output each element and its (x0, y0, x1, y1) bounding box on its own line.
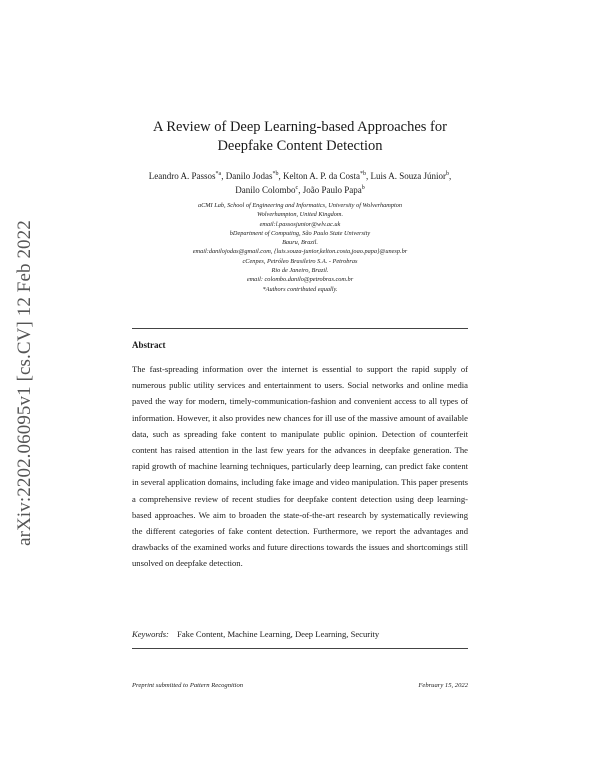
affiliation-line: cCenpes, Petróleo Brasileiro S.A. - Petrobras (242, 257, 358, 265)
affiliation-line: Bauru, Brazil. (282, 239, 318, 247)
author-name (149, 171, 221, 181)
title-line-1: A Review of Deep Learning-based Approaches for (153, 119, 447, 135)
affiliation-line: Rio de Janeiro, Brazil. (271, 267, 329, 275)
abstract-body: The fast-spreading information over the internet is essential to support the rapid supply of numerous public utility services and entertainment to users. Social networks and online media paved the way for modern, timely-communication-fashion and convenient access to all types of information. However, it also provides new chances for ill use of the massive amount of available data, such as spreading fake content to manipulate public opinion. Detection of counterfeit content has raised attention in the last few years for the advances in deepfake generation. The rapid growth of machine learning techniques, particularly deep learning, can predict fake content in several application domains, including fake image and video manipulation. This paper presents a comprehensive review of recent studies for deepfake content detection using deep learning-based approaches. We aim to broaden the state-of-the-art research by systematically reviewing the different categories of fake content detection. Furthermore, we report the advantages and drawbacks of the examined works and future directions towards the issues and shortcomings still unsolved on deepfake detection. (132, 364, 468, 569)
author-name-text: Danilo Colombo (235, 185, 296, 195)
affiliation-line: email: colombo.danilo@petrobras.com.br (246, 276, 354, 284)
author-separator: , (221, 171, 226, 181)
author-separator: , (298, 185, 303, 195)
footer-submission: Preprint submitted to Pattern Recognition (132, 682, 244, 689)
author-name-text: Danilo Jodas (225, 171, 273, 181)
footer-date: February 15, 2022 (418, 682, 468, 689)
author-name-text: Kelton A. P. da Costa (282, 171, 360, 181)
author-separator: , (278, 171, 283, 181)
affiliation-line: email:danilojodas@gmail.com, {luis.souza-junior,kelton.costa,joao.papa}@unesp.br (192, 248, 408, 256)
author-affiliation-mark: *b (359, 171, 366, 177)
affiliation-line: aCMI Lab, School of Engineering and Informatics, University of Wolverhampton (197, 202, 403, 209)
arxiv-stamp (10, 205, 40, 560)
author-list (130, 169, 470, 197)
affiliations (130, 201, 470, 294)
author-affiliation-mark: *b (272, 171, 279, 177)
title-line-2: Deepfake Content Detection (217, 138, 383, 154)
keywords (132, 628, 468, 640)
abstract-heading: Abstract (132, 340, 166, 350)
author-affiliation-mark: b (361, 185, 365, 191)
abstract-bottom-rule (132, 648, 468, 649)
author-name (303, 185, 365, 195)
paper-title (130, 118, 470, 156)
author-separator: , (448, 171, 452, 181)
author-separator: , (365, 171, 371, 181)
abstract-top-rule (132, 328, 468, 329)
arxiv-id: arXiv:2202.06095v1 [cs.CV] 12 Feb 2022 (14, 219, 35, 546)
keywords-label: Keywords: (132, 629, 169, 639)
author-name (283, 171, 366, 181)
affiliation-line: *Authors contributed equally. (262, 285, 338, 293)
affiliation-line: Wolverhampton, United Kingdom. (256, 211, 344, 219)
author-affiliation-mark: *a (215, 171, 222, 177)
author-name (226, 171, 279, 181)
author-name-text: João Paulo Papa (302, 185, 362, 195)
author-name-text: Leandro A. Passos (148, 171, 216, 181)
author-name-text: Luis A. Souza Júnior (370, 171, 446, 181)
author-name (370, 171, 452, 181)
affiliation-line: bDepartment of Computing, São Paulo State University (229, 229, 371, 237)
author-name (235, 185, 298, 195)
affiliation-line: email:l.passosjunior@wlv.ac.uk (259, 220, 341, 228)
keywords-text: Fake Content, Machine Learning, Deep Learning, Security (177, 629, 380, 639)
author-affiliation-mark: c (295, 185, 299, 191)
author-affiliation-mark: b (445, 171, 449, 177)
